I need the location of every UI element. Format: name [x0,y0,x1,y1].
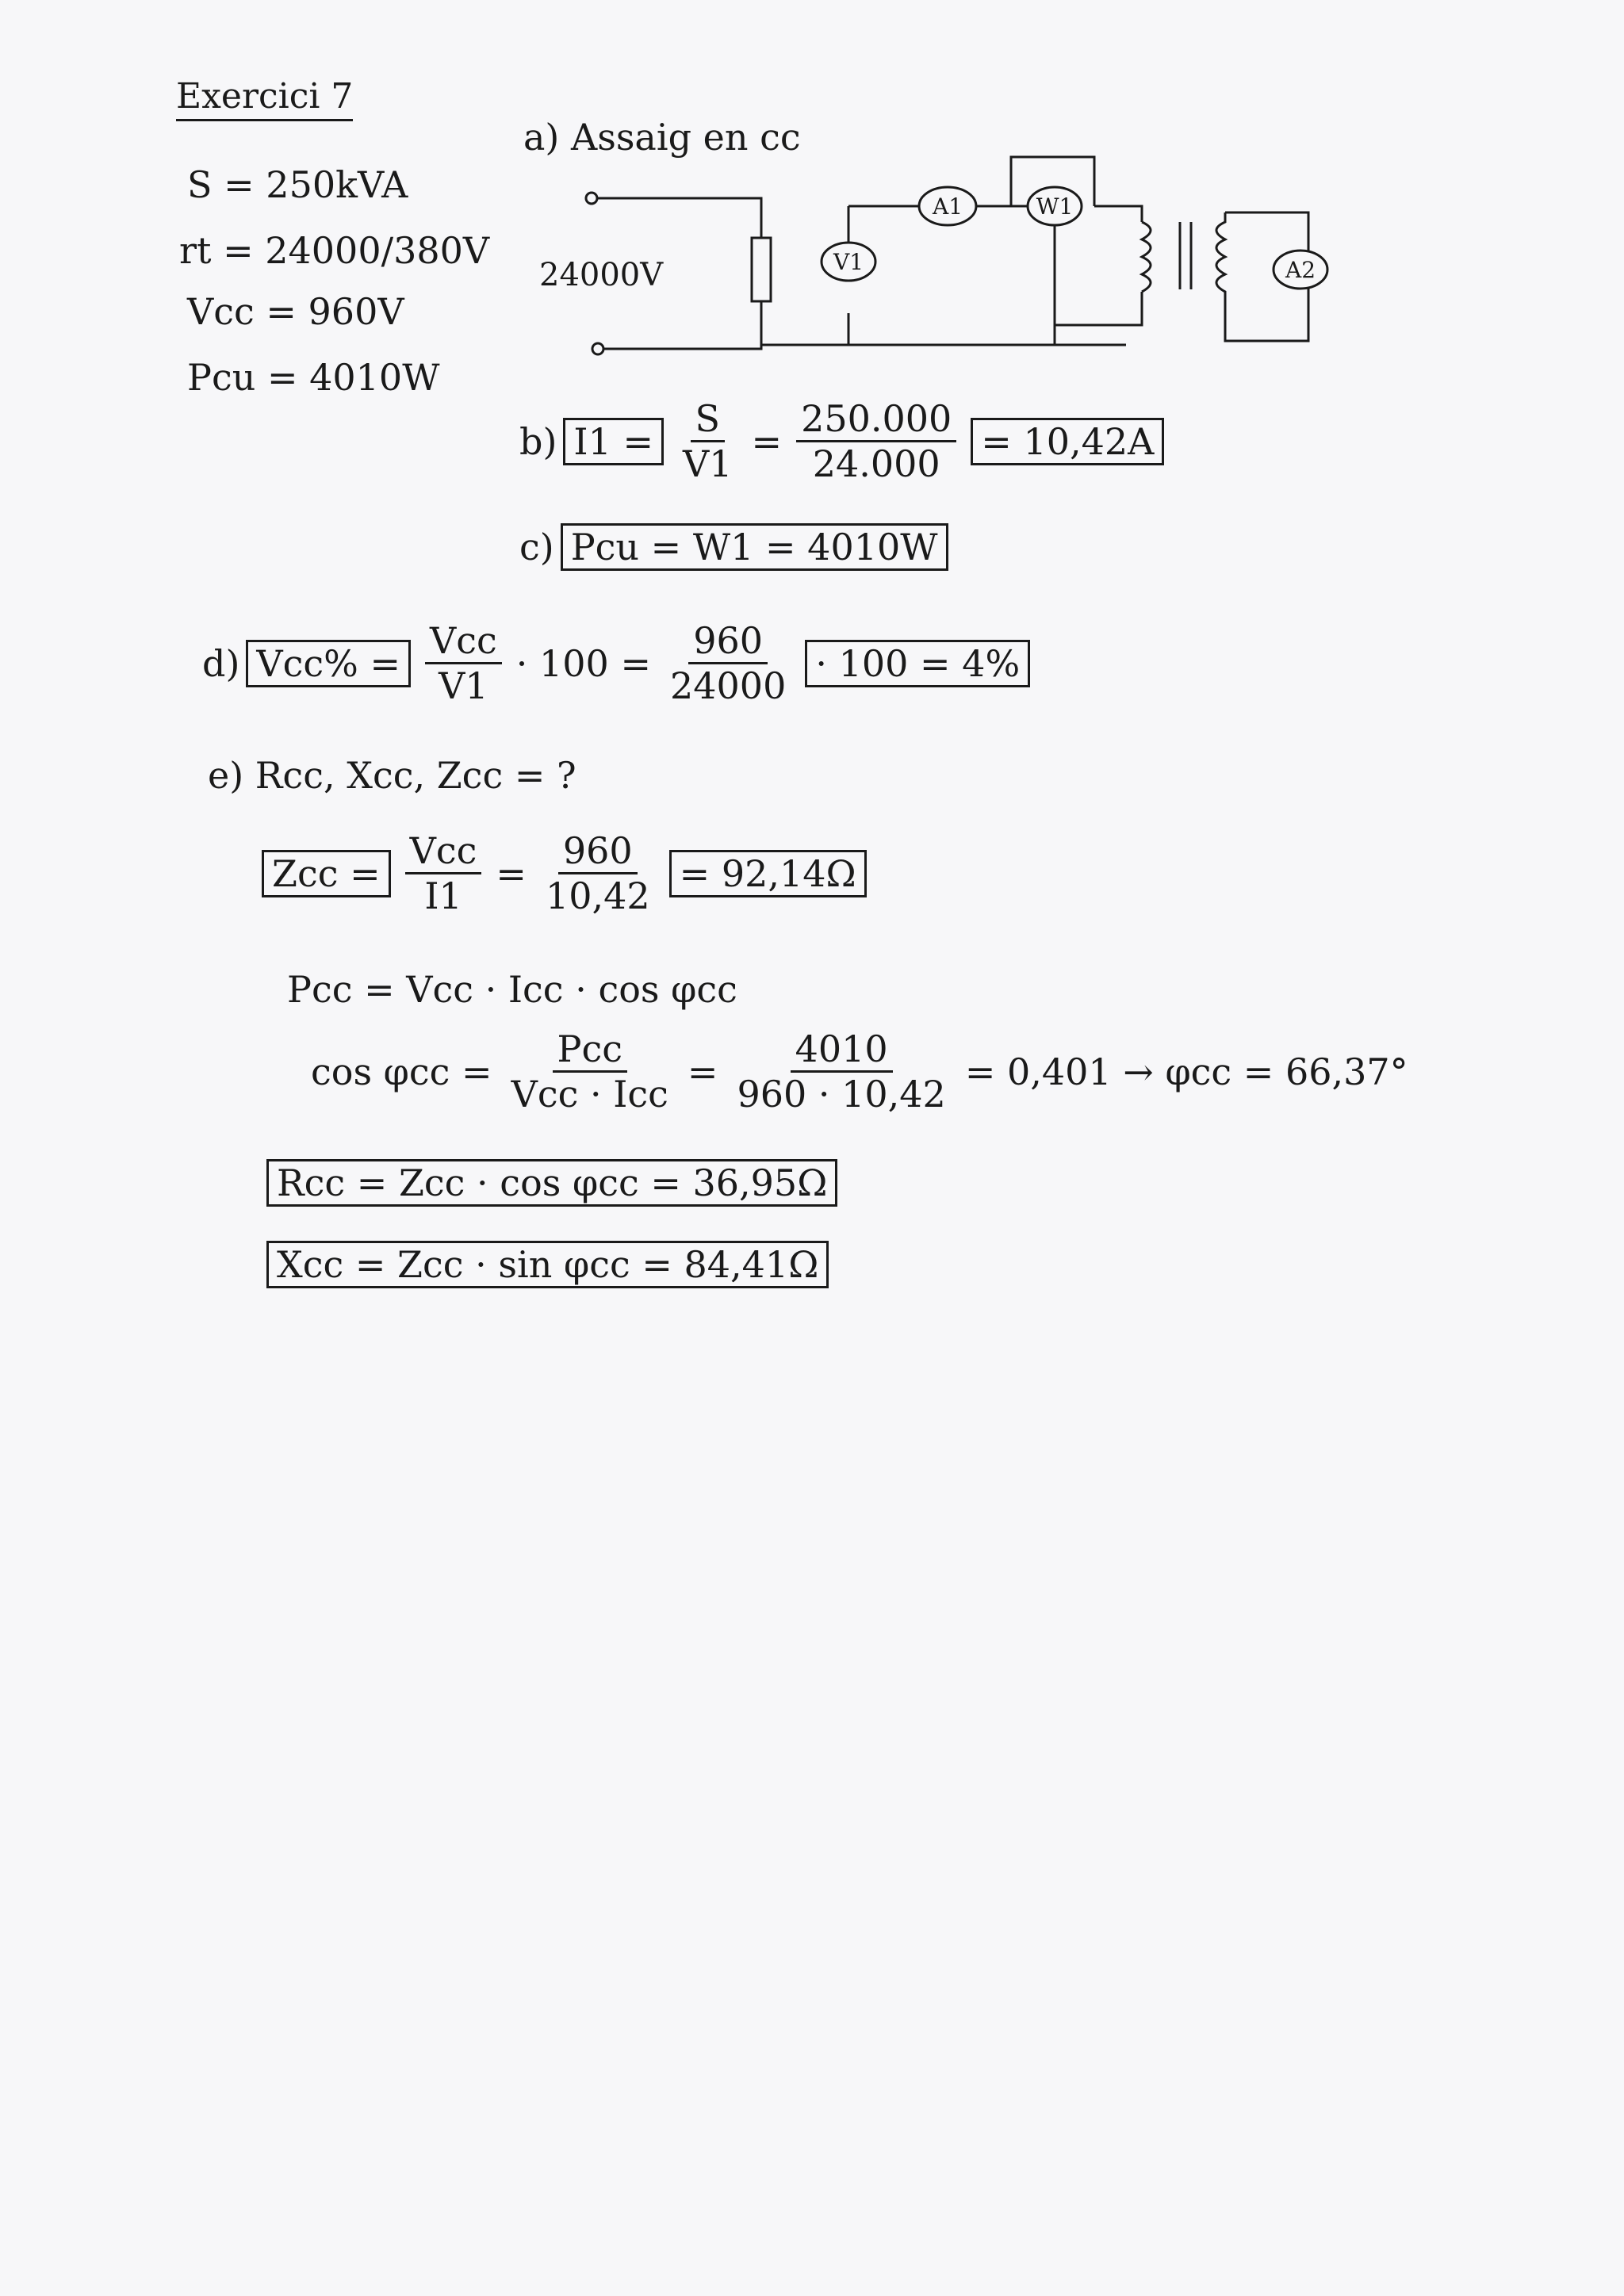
part-d-mid: · 100 = [515,641,651,685]
zcc-f1-den: I1 [424,874,462,917]
ammeter-a1-label: A1 [932,193,963,220]
short-circuit-test-diagram [515,143,1340,381]
given-ratio: rt = 24000/380V [179,229,490,272]
part-d-f2-den: 24000 [670,664,787,707]
part-c-expr: Pcu = W1 = 4010W [561,523,948,571]
cos-f2-den: 960 · 10,42 [737,1073,946,1115]
part-d-line [202,619,1030,707]
zcc-line: Zcc = $\frac{\text{Vcc}}{I1}$ = $\frac{960}{10,42}$ = 92,14Ω [262,832,867,914]
cos-fraction-2 [732,1027,950,1115]
pcc-formula: Pcc = Vcc · Icc · cos φcc [287,968,737,1011]
part-b-line [519,397,1164,485]
zcc-fraction-2 [541,829,655,917]
part-d-result: · 100 = 4% [805,640,1030,687]
zcc-f2-den: 10,42 [545,874,650,917]
cos-f2-num: 4010 [791,1031,893,1073]
part-e-heading: e) Rcc, Xcc, Zcc = ? [208,754,576,797]
zcc-fraction-1 [405,829,482,917]
zcc-result: = 92,14Ω [669,850,867,897]
part-d-prefix: d) [202,641,240,685]
part-b-f1-num: S [691,400,726,442]
part-d-lhs: Vcc% = [246,640,411,687]
part-a-heading: a) Assaig en cc [523,116,801,159]
part-d-f1-den: V1 [439,664,488,707]
part-d-f1-num: Vcc [425,622,502,664]
cos-line: cos φcc = $\frac{\text{Pcc}}{\text{Vcc · Icc}}$ = $\frac{4010}{960 \cdot 10,42}$ = 0,401 → φcc = 66,37° [311,1027,1408,1115]
part-d-f2-num: 960 [688,622,768,664]
given-vcc: Vcc = 960V [187,290,404,333]
exercise-title: Exercici 7 [176,79,353,121]
wattmeter-w1-label: W1 [1036,193,1074,220]
cos-f1-den: Vcc · Icc [511,1073,668,1115]
rcc-result-line: Rcc = Zcc · cos φcc = 36,95Ω [266,1159,837,1207]
zcc-f1-num: Vcc [405,832,482,874]
part-b-f2-num: 250.000 [796,400,956,442]
source-terminal-bottom [592,343,603,354]
part-b-fraction-1 [678,397,737,485]
xcc-result-line: Xcc = Zcc · sin φcc = 84,41Ω [266,1241,829,1288]
cos-f1-num: Pcc [553,1031,627,1073]
part-d-fraction-2 [665,619,791,707]
source-terminal-top [586,193,597,204]
part-b-eq: = [751,419,783,463]
cos-fraction-1 [507,1027,673,1115]
cos-result: = 0,401 → φcc = 66,37° [964,1050,1408,1093]
part-c-line [519,523,948,571]
part-b-result: = 10,42A [971,418,1164,465]
source-resistor [752,238,771,301]
source-voltage-label: 24000V [539,257,664,293]
part-b-f2-den: 24.000 [812,442,940,485]
given-pcu: Pcu = 4010W [187,356,440,399]
part-b-lhs: I1 = [563,418,664,465]
given-power: S = 250kVA [187,163,408,206]
voltmeter-v1-label: V1 [833,249,864,275]
part-b-fraction-2 [796,397,956,485]
zcc-f2-num: 960 [558,832,638,874]
part-d-fraction-1 [425,619,502,707]
part-c-prefix: c) [519,526,554,568]
part-b-prefix: b) [519,419,557,463]
ammeter-a2-label: A2 [1285,257,1316,283]
part-b-f1-den: V1 [683,442,733,485]
cos-lhs: cos φcc = [311,1050,492,1093]
zcc-lhs: Zcc = [262,850,391,897]
